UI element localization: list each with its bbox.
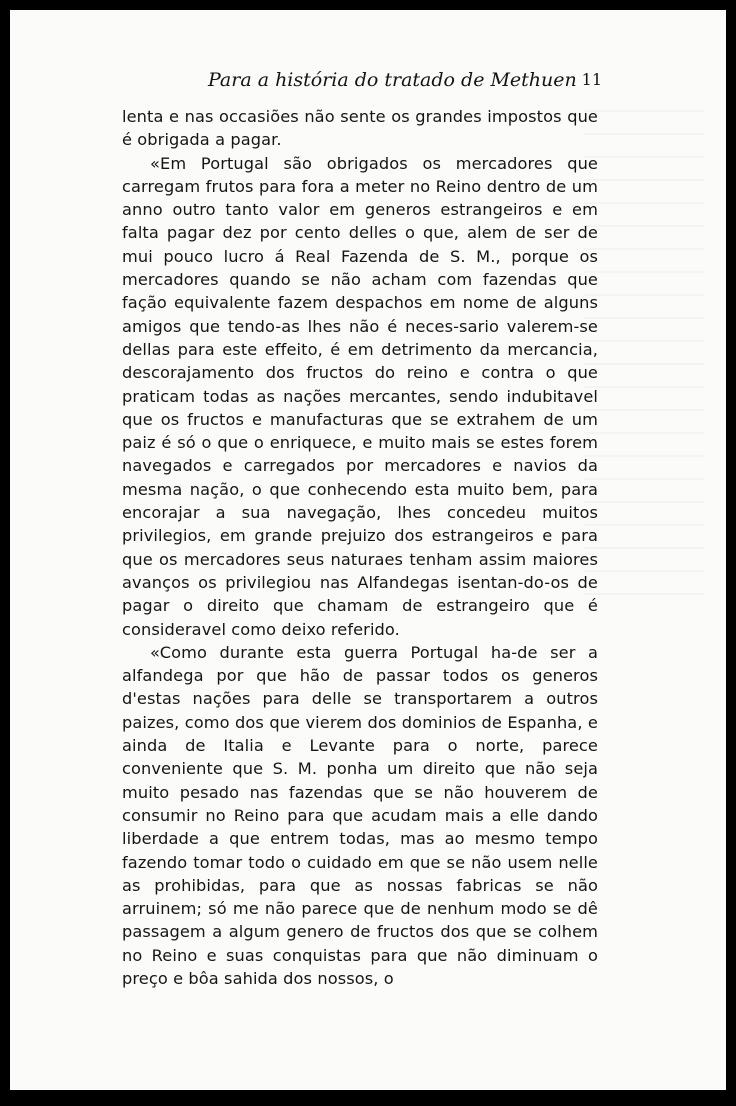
page-number: 11	[581, 70, 602, 89]
page-header	[122, 69, 602, 95]
book-page	[10, 10, 726, 1090]
body-text	[122, 105, 598, 990]
paragraph-quote-2: «Como durante esta guerra Portugal ha-de ser a alfandega por que hão de passar todos os generos d'estas nações para delle se transportarem a outros paizes, como dos que vierem dos dominios de Espanha, e ainda de Italia e Levante para o norte, parece conveniente que S. M. ponha um direito que não seja muito pesado nas fazendas que se não houverem de consumir no Reino para que acudam mais a elle dando liberdade a que entrem todas, mas ao mesmo tempo fazendo tomar todo o cuidado em que se não usem nelle as prohibidas, para que as nossas fabricas se não arruinem; só me não parece que de nenhum modo se dê passagem a algum genero de fructos dos que se colhem no Reino e suas conquistas para que não diminuam o preço e bôa sahida dos nossos, o	[122, 642, 598, 988]
paragraph-quote-1: «Em Portugal são obrigados os mercadores que carregam frutos para fora a meter no Reino dentro de um anno outro tanto valor em generos estrangeiros e em falta pagar dez por cento delles o que, alem de ser de mui pouco lucro á Real Fazenda de S. M., porque os mercadores quando se não acham com fazendas que fação equivalente fazem despachos em nome de alguns amigos que tendo-as lhes não é neces-sario valerem-se dellas para este effeito, é em detrimento da mercancia, descorajamento dos fructos do reino e contra o que praticam todas as nações mercantes, sendo indubitavel que os fructos e manufacturas que se extrahem de um paiz é só o que o enriquece, e muito mais se estes forem navegados e carregados por mercadores e navios da mesma nação, o que conhecendo esta muito bem, para encorajar a sua navegação, lhes concedeu muitos privilegios, em grande prejuizo dos estrangeiros e para que os mercadores seus naturaes tenham assim maiores avanços os privilegiou nas Alfandegas isentan-do-os de pagar o direito que chamam de estrangeiro que é consideravel como deixo referido.	[122, 153, 598, 639]
paragraph-continuation: lenta e nas occasiões não sente os grandes impostos que é obrigada a pagar.	[122, 107, 598, 150]
show-through-texture	[584, 110, 704, 610]
running-title: Para a história do tratado de Methuen	[208, 69, 577, 91]
